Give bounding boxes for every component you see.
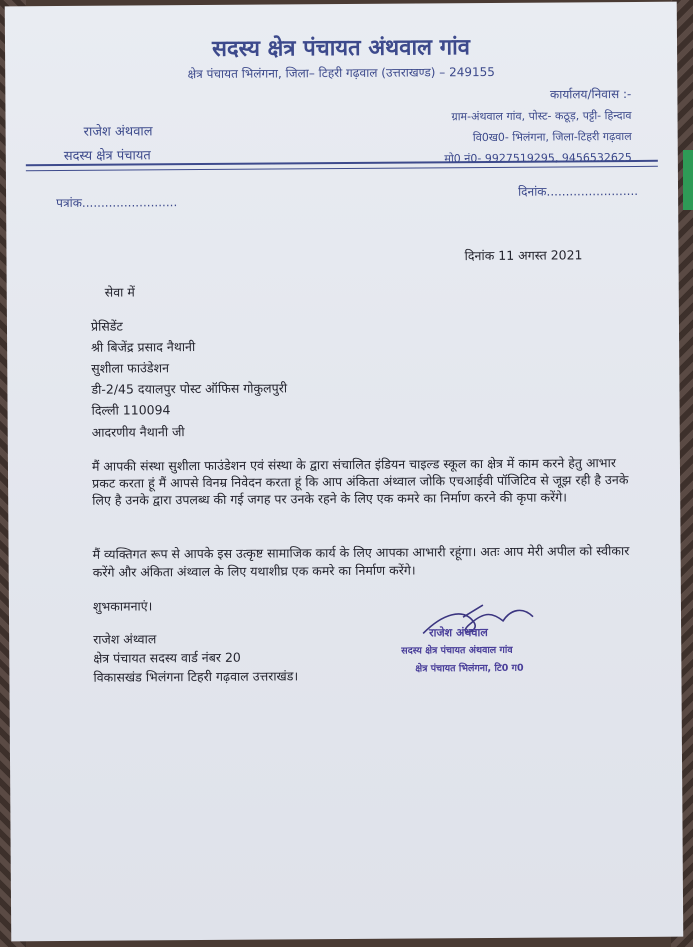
letter-paper xyxy=(5,2,684,942)
addressee-line: दिल्ली 110094 xyxy=(91,402,171,418)
letter-date: दिनांक 11 अगस्त 2021 xyxy=(464,247,583,264)
addressee-line: सुशीला फाउंडेशन xyxy=(91,360,170,376)
office-heading: कार्यालय/निवास :- xyxy=(549,86,632,102)
office-line-3: मो0 नं0- 9927519295, 9456532625 xyxy=(444,150,632,166)
stamp-line-2: सदस्य क्षेत्र पंचायत अंथवाल गांव xyxy=(401,644,513,657)
header-divider-thin xyxy=(26,166,658,171)
background-green-object xyxy=(683,150,693,210)
office-line-2: वि0ख0- भिलंगना, जिला-टिहरी गढ़वाल xyxy=(472,129,632,145)
letterhead-post: सदस्य क्षेत्र पंचायत xyxy=(63,148,151,164)
office-address xyxy=(444,84,632,169)
paragraph-2: मैं व्यक्तिगत रूप से आपके इस उत्कृष्ट सामाजिक कार्य के लिए आपका आभारी रहूंगा। अतः आप मेरी अपील को स्वीकार करेंगे और अंकिता अंथ्वाल के लिए यथाशीघ्र एक कमरे का निर्माण करेंगे। xyxy=(92,543,630,580)
addressee-line: श्री बिजेंद्र प्रसाद नैथानी xyxy=(91,339,196,355)
sender-line: विकासखंड भिलंगना टिहरी गढ़वाल उत्तराखंड। xyxy=(93,668,299,685)
letterhead-name: राजेश अंथवाल xyxy=(83,124,153,140)
letterhead-title: सदस्य क्षेत्र पंचायत अंथवाल गांव xyxy=(211,34,471,62)
addressee-line: प्रेसिडेंट xyxy=(90,318,123,334)
letterhead-subaddress: क्षेत्र पंचायत भिलंगना, जिला– टिहरी गढ़वाल (उत्तराखण्ड) – 249155 xyxy=(187,64,495,82)
addressee-line: डी-2/45 दयालपुर पोस्ट ऑफिस गोकुलपुरी xyxy=(91,380,288,397)
office-line-1: ग्राम-अंथवाल गांव, पोस्ट- कठूड़, पट्टी- हिन्दाव xyxy=(451,108,632,124)
sender-line: क्षेत्र पंचायत सदस्य वार्ड नंबर 20 xyxy=(93,649,241,666)
stamp-line-1: राजेश अंथवाल xyxy=(429,626,488,640)
addressee-block xyxy=(91,314,287,420)
seva-me: सेवा में xyxy=(104,284,135,300)
sender-block xyxy=(93,628,298,686)
reference-number-field: पत्रांक......................... xyxy=(56,195,178,211)
sender-line: राजेश अंथ्वाल xyxy=(93,631,157,647)
paragraph-1: मैं आपकी संस्था सुशीला फाउंडेशन एवं संस्था के द्वारा संचालित इंडियन चाइल्ड स्कूल का क्षेत्र में काम करने हेतु आभार प्रकट करता हूं मैं आपसे विनम्र निवेदन करता हूं कि आप अंकिता अंथ्वाल जोकि एचआईवी पॉजिटिव से जूझ रही है उनके लिए है उनके द्वारा उपलब्ध की गई जगह पर उनके रहने के लिए एक कमरे का निर्माण करने की कृपा करेंगे। xyxy=(91,455,629,508)
salutation: आदरणीय नैथानी जी xyxy=(91,424,185,440)
stamp-line-3: क्षेत्र पंचायत भिलंगना, टि0 ग0 xyxy=(415,662,524,675)
date-field: दिनांक........................ xyxy=(517,183,639,199)
closing-regards: शुभकामनाएं। xyxy=(92,598,153,614)
official-stamp xyxy=(393,602,584,683)
